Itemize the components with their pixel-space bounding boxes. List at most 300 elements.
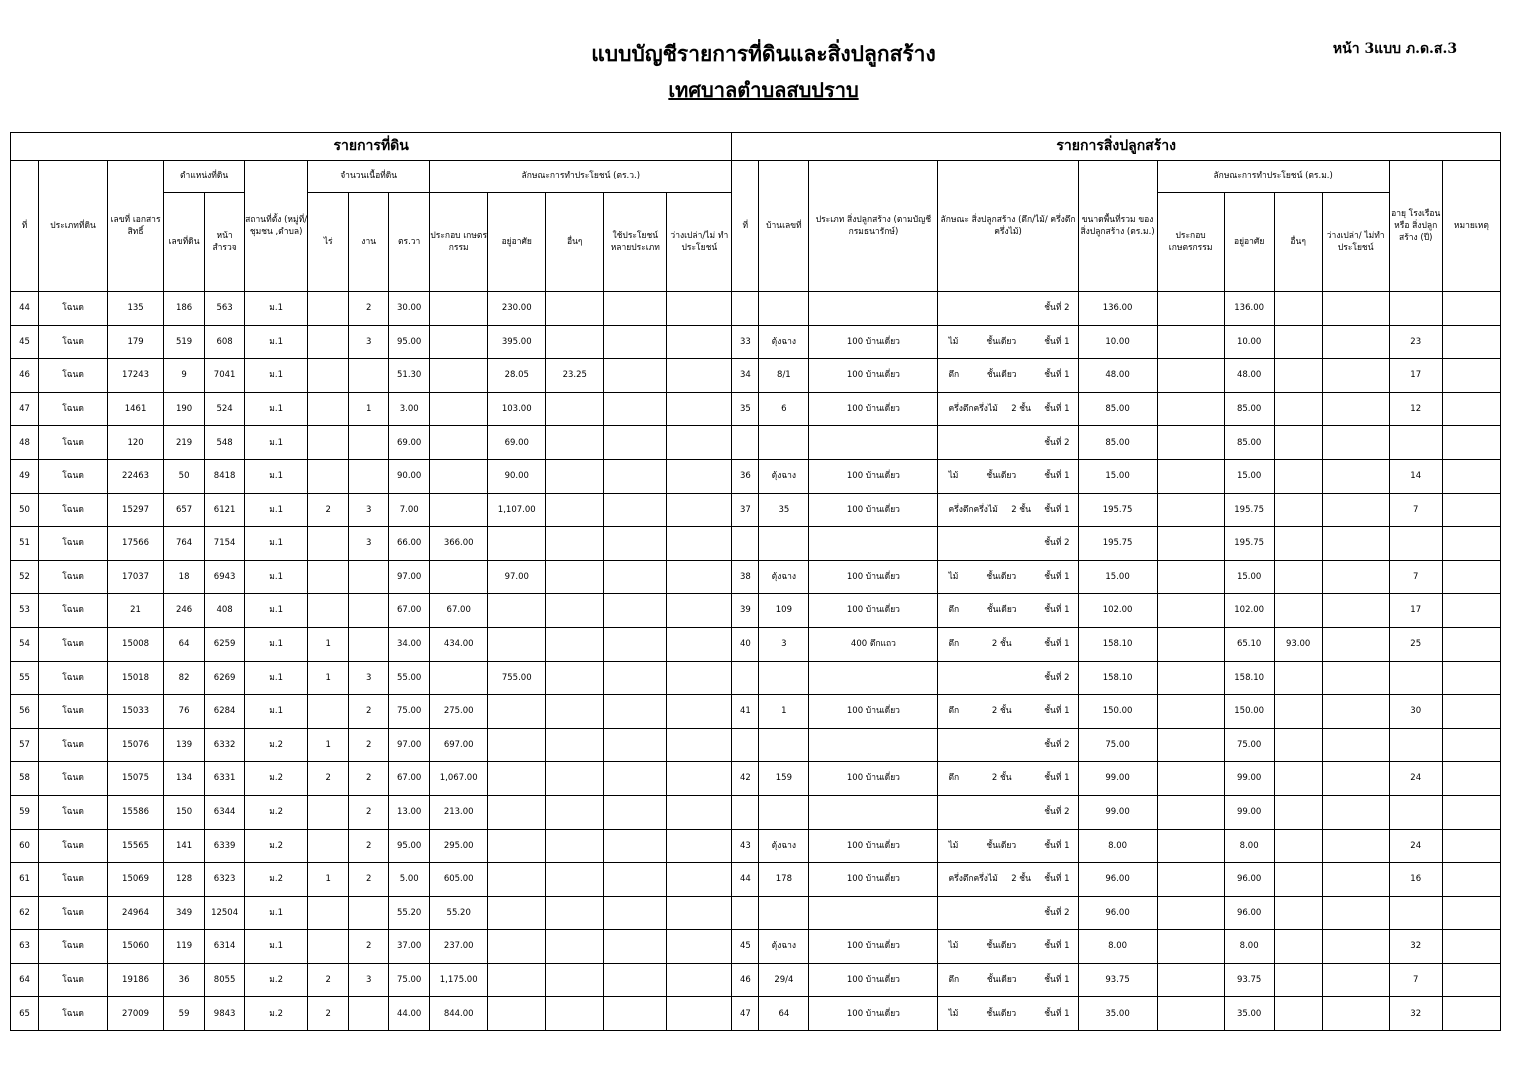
material: ตึก [948,975,960,986]
table-row [11,627,1501,661]
building-vacant-area-cell [1322,728,1389,762]
survey-page-cell: 7041 [205,359,245,393]
building-character-cell [938,728,1078,762]
deed-no-cell: 15586 [108,795,164,829]
table-row [11,392,1501,426]
sq-wa-cell: 75.00 [389,963,430,997]
floor-level: ชั้นที่ 1 [1044,840,1070,851]
building-type-cell: 100 บ้านเดี่ยว [809,493,938,527]
building-character-cell [938,896,1078,930]
building-agri-area-cell [1157,829,1224,863]
sq-wa-cell: 44.00 [389,997,430,1031]
table-row [11,292,1501,326]
building-area-cell: 48.00 [1078,359,1157,393]
material: ไม้ [948,571,959,582]
building-character-cell [938,527,1078,561]
parcel-no-cell: 50 [164,459,205,493]
building-type-cell: 100 บ้านเดี่ยว [809,560,938,594]
deed-no-cell: 15075 [108,762,164,796]
residential-area-cell [488,963,546,997]
building-character-cell [938,829,1078,863]
building-type-cell: 100 บ้านเดี่ยว [809,829,938,863]
building-area-cell: 85.00 [1078,392,1157,426]
building-agri-area-cell [1157,292,1224,326]
row-number-cell: 52 [11,560,39,594]
address-cell: ม.1 [245,627,308,661]
other-area-cell [546,493,604,527]
address-cell: ม.1 [245,426,308,460]
floor-level: ชั้นที่ 2 [1044,538,1070,549]
building-other-area-cell [1274,997,1322,1031]
building-residential-area-cell: 195.75 [1224,493,1274,527]
mixed-use-area-cell [604,795,667,829]
land-type-cell: โฉนด [39,527,108,561]
building-no-cell: 46 [732,963,759,997]
parcel-no-cell: 139 [164,728,205,762]
table-row [11,795,1501,829]
ngan-cell [349,997,389,1031]
remark-cell [1442,459,1500,493]
building-section-header: รายการสิ่งปลูกสร้าง [732,133,1501,161]
address-cell: ม.1 [245,896,308,930]
remark-cell [1442,493,1500,527]
building-area-cell: 96.00 [1078,863,1157,897]
residential-area-cell: 90.00 [488,459,546,493]
parcel-no-cell: 128 [164,863,205,897]
residential-area-cell [488,795,546,829]
floor-level: ชั้นที่ 1 [1044,975,1070,986]
row-number-cell: 65 [11,997,39,1031]
land-type-cell: โฉนด [39,594,108,628]
vacant-area-cell [667,560,732,594]
residential-area-cell [488,627,546,661]
building-residential-area-cell: 85.00 [1224,426,1274,460]
remark-cell [1442,829,1500,863]
building-character-cell [938,325,1078,359]
building-age-cell [1389,292,1442,326]
building-vacant-area-cell [1322,493,1389,527]
vacant-area-cell [667,695,732,729]
address-cell: ม.1 [245,392,308,426]
other-area-cell: 23.25 [546,359,604,393]
building-agri-area-cell [1157,594,1224,628]
sq-wa-cell: 90.00 [389,459,430,493]
remark-cell [1442,594,1500,628]
land-type-cell: โฉนด [39,795,108,829]
building-residential-area-cell: 65.10 [1224,627,1274,661]
building-character-group [938,537,1077,549]
building-age-cell: 30 [1389,695,1442,729]
agri-area-cell: 1,067.00 [430,762,488,796]
land-type-cell: โฉนด [39,829,108,863]
building-character-cell [938,762,1078,796]
remark-cell [1442,292,1500,326]
building-character-group [938,772,1077,784]
building-other-area-cell [1274,392,1322,426]
address-cell: ม.1 [245,325,308,359]
residential-area-cell [488,728,546,762]
col-deed-no: เลขที่ เอกสารสิทธิ์ [108,161,164,292]
sq-wa-cell: 95.00 [389,829,430,863]
rai-cell: 2 [308,963,349,997]
building-age-cell: 17 [1389,594,1442,628]
other-area-cell [546,392,604,426]
building-agri-area-cell [1157,627,1224,661]
sq-wa-cell: 55.00 [389,661,430,695]
parcel-no-cell: 657 [164,493,205,527]
agri-area-cell [430,459,488,493]
survey-page-cell: 12504 [205,896,245,930]
building-area-cell: 102.00 [1078,594,1157,628]
building-residential-area-cell: 15.00 [1224,459,1274,493]
parcel-no-cell: 141 [164,829,205,863]
building-agri-area-cell [1157,728,1224,762]
building-character-cell [938,661,1078,695]
building-age-cell: 24 [1389,829,1442,863]
building-area-cell: 195.75 [1078,527,1157,561]
survey-page-cell: 548 [205,426,245,460]
row-number-cell: 60 [11,829,39,863]
vacant-area-cell [667,493,732,527]
building-no-cell [732,795,759,829]
material: ไม้ [948,1008,959,1019]
building-agri-area-cell [1157,459,1224,493]
mixed-use-area-cell [604,359,667,393]
building-other-area-cell [1274,728,1322,762]
survey-page-cell: 6332 [205,728,245,762]
survey-page-cell: 8055 [205,963,245,997]
building-type-cell: 100 บ้านเดี่ยว [809,392,938,426]
building-vacant-area-cell [1322,560,1389,594]
residential-area-cell: 230.00 [488,292,546,326]
mixed-use-area-cell [604,325,667,359]
parcel-no-cell: 9 [164,359,205,393]
building-residential-area-cell: 85.00 [1224,392,1274,426]
building-area-cell: 35.00 [1078,997,1157,1031]
address-cell: ม.1 [245,493,308,527]
col-no: ที่ [11,161,39,292]
remark-cell [1442,930,1500,964]
floor-level: ชั้นที่ 1 [1044,571,1070,582]
building-area-cell: 195.75 [1078,493,1157,527]
ngan-cell: 2 [349,863,389,897]
vacant-area-cell [667,527,732,561]
building-residential-area-cell: 48.00 [1224,359,1274,393]
parcel-no-cell: 59 [164,997,205,1031]
floor-level: ชั้นที่ 1 [1044,639,1070,650]
sq-wa-cell: 55.20 [389,896,430,930]
parcel-no-cell: 18 [164,560,205,594]
residential-area-cell: 69.00 [488,426,546,460]
address-cell: ม.1 [245,695,308,729]
table-row [11,661,1501,695]
material: ตึก [948,639,960,650]
other-area-cell [546,292,604,326]
floor-level: ชั้นที่ 2 [1044,907,1070,918]
sq-wa-cell: 5.00 [389,863,430,897]
building-character-group [938,974,1077,986]
residential-area-cell [488,863,546,897]
residential-area-cell: 395.00 [488,325,546,359]
survey-page-cell: 6331 [205,762,245,796]
building-type-cell: 100 บ้านเดี่ยว [809,695,938,729]
row-number-cell: 57 [11,728,39,762]
building-area-cell: 85.00 [1078,426,1157,460]
table-row [11,728,1501,762]
deed-no-cell: 15033 [108,695,164,729]
building-other-area-cell [1274,896,1322,930]
mixed-use-area-cell [604,560,667,594]
agri-area-cell [430,292,488,326]
building-no-cell: 42 [732,762,759,796]
building-other-area-cell [1274,292,1322,326]
agri-area-cell [430,661,488,695]
sq-wa-cell: 97.00 [389,560,430,594]
building-character-cell [938,795,1078,829]
building-residential-area-cell: 150.00 [1224,695,1274,729]
building-no-cell [732,527,759,561]
row-number-cell: 51 [11,527,39,561]
row-number-cell: 54 [11,627,39,661]
building-area-cell: 15.00 [1078,560,1157,594]
land-type-cell: โฉนด [39,560,108,594]
building-agri-area-cell [1157,426,1224,460]
deed-no-cell: 15008 [108,627,164,661]
floor-level: ชั้นที่ 1 [1044,403,1070,414]
building-agri-area-cell [1157,695,1224,729]
land-type-cell: โฉนด [39,762,108,796]
survey-page-cell: 6284 [205,695,245,729]
building-no-cell: 35 [732,392,759,426]
rai-cell [308,292,349,326]
building-vacant-area-cell [1322,795,1389,829]
ngan-cell: 2 [349,695,389,729]
floor-count: 2 ชั้น [1011,504,1031,515]
address-cell: ม.1 [245,359,308,393]
floor-level: ชั้นที่ 1 [1044,941,1070,952]
row-number-cell: 55 [11,661,39,695]
agri-area-cell: 434.00 [430,627,488,661]
building-age-cell: 7 [1389,560,1442,594]
sq-wa-cell: 67.00 [389,594,430,628]
land-type-cell: โฉนด [39,728,108,762]
building-residential-area-cell: 93.75 [1224,963,1274,997]
survey-page-cell: 6339 [205,829,245,863]
building-area-cell: 75.00 [1078,728,1157,762]
house-no-cell: 109 [759,594,809,628]
remark-cell [1442,963,1500,997]
remark-cell [1442,627,1500,661]
residential-area-cell: 28.05 [488,359,546,393]
col-rai: ไร่ [308,193,349,292]
building-age-cell: 32 [1389,930,1442,964]
house-no-cell [759,426,809,460]
ngan-cell: 1 [349,392,389,426]
row-number-cell: 47 [11,392,39,426]
col-residential: อยู่อาศัย [488,193,546,292]
floor-count: ชั้นเดียว [986,1008,1017,1019]
other-area-cell [546,560,604,594]
building-area-cell: 8.00 [1078,930,1157,964]
building-residential-area-cell: 99.00 [1224,795,1274,829]
building-vacant-area-cell [1322,359,1389,393]
other-area-cell [546,930,604,964]
parcel-no-cell: 246 [164,594,205,628]
building-residential-area-cell: 195.75 [1224,527,1274,561]
address-cell: ม.2 [245,795,308,829]
rai-cell [308,359,349,393]
rai-cell: 2 [308,493,349,527]
building-vacant-area-cell [1322,695,1389,729]
building-area-cell: 150.00 [1078,695,1157,729]
survey-page-cell: 563 [205,292,245,326]
floor-count: ชั้นเดียว [986,605,1017,616]
mixed-use-area-cell [604,695,667,729]
land-type-cell: โฉนด [39,896,108,930]
parcel-no-cell: 186 [164,292,205,326]
ngan-cell: 2 [349,829,389,863]
building-no-cell [732,661,759,695]
building-area-cell: 10.00 [1078,325,1157,359]
rai-cell [308,594,349,628]
building-vacant-area-cell [1322,963,1389,997]
agri-area-cell [430,426,488,460]
deed-no-cell: 179 [108,325,164,359]
building-other-area-cell: 93.00 [1274,627,1322,661]
row-number-cell: 45 [11,325,39,359]
address-cell: ม.2 [245,829,308,863]
building-type-cell: 100 บ้านเดี่ยว [809,325,938,359]
building-character-group [938,672,1077,684]
floor-count: 2 ชั้น [991,706,1012,717]
building-vacant-area-cell [1322,863,1389,897]
agri-area-cell: 55.20 [430,896,488,930]
row-number-cell: 64 [11,963,39,997]
floor-level: ชั้นที่ 1 [1044,370,1070,381]
other-area-cell [546,963,604,997]
residential-area-cell [488,829,546,863]
address-cell: ม.1 [245,527,308,561]
building-no-cell: 37 [732,493,759,527]
survey-page-cell: 6121 [205,493,245,527]
house-no-cell [759,728,809,762]
material: ตึก [948,706,960,717]
col-address: สถานที่ตั้ง (หมู่ที่/ชุมชน ,ตำบล) [245,161,308,292]
other-area-cell [546,459,604,493]
other-area-cell [546,426,604,460]
building-no-cell [732,728,759,762]
building-agri-area-cell [1157,896,1224,930]
floor-level: ชั้นที่ 2 [1044,303,1070,314]
building-vacant-area-cell [1322,426,1389,460]
col-building-use-group: ลักษณะการทำประโยชน์ (ตร.ม.) [1157,161,1389,193]
address-cell: ม.1 [245,292,308,326]
building-character-group [938,940,1077,952]
building-age-cell: 7 [1389,493,1442,527]
parcel-no-cell: 219 [164,426,205,460]
house-no-cell [759,661,809,695]
building-no-cell: 45 [732,930,759,964]
building-age-cell [1389,795,1442,829]
survey-page-cell: 6259 [205,627,245,661]
building-agri-area-cell [1157,930,1224,964]
col-building-agri: ประกอบ เกษตรกรรม [1157,193,1224,292]
sq-wa-cell: 3.00 [389,392,430,426]
floor-count: 2 ชั้น [1011,874,1031,885]
remark-cell [1442,728,1500,762]
col-area-group: จำนวนเนื้อที่ดิน [308,161,430,193]
remark-cell [1442,359,1500,393]
building-character-group [938,907,1077,919]
ngan-cell [349,896,389,930]
ngan-cell: 3 [349,661,389,695]
residential-area-cell [488,997,546,1031]
floor-level: ชั้นที่ 1 [1044,706,1070,717]
building-age-cell: 17 [1389,359,1442,393]
building-character-group [938,504,1077,516]
agri-area-cell: 366.00 [430,527,488,561]
building-character-group [938,840,1077,852]
building-age-cell: 7 [1389,963,1442,997]
floor-level: ชั้นที่ 1 [1044,504,1070,515]
building-character-group [938,806,1077,818]
material: ครึ่งตึกครึ่งไม้ [948,403,998,414]
row-number-cell: 59 [11,795,39,829]
residential-area-cell [488,762,546,796]
building-other-area-cell [1274,325,1322,359]
floor-count: ชั้นเดียว [986,975,1017,986]
parcel-no-cell: 150 [164,795,205,829]
vacant-area-cell [667,359,732,393]
deed-no-cell: 15018 [108,661,164,695]
house-no-cell [759,292,809,326]
floor-level: ชั้นที่ 1 [1044,605,1070,616]
other-area-cell [546,728,604,762]
building-agri-area-cell [1157,560,1224,594]
building-residential-area-cell: 96.00 [1224,863,1274,897]
building-other-area-cell [1274,426,1322,460]
land-type-cell: โฉนด [39,930,108,964]
survey-page-cell: 6269 [205,661,245,695]
rai-cell [308,560,349,594]
building-area-cell: 8.00 [1078,829,1157,863]
mixed-use-area-cell [604,762,667,796]
building-character-group [938,437,1077,449]
agri-area-cell: 605.00 [430,863,488,897]
mixed-use-area-cell [604,661,667,695]
deed-no-cell: 17243 [108,359,164,393]
parcel-no-cell: 134 [164,762,205,796]
rai-cell [308,325,349,359]
survey-page-cell: 6323 [205,863,245,897]
address-cell: ม.1 [245,560,308,594]
sq-wa-cell: 69.00 [389,426,430,460]
other-area-cell [546,594,604,628]
building-other-area-cell [1274,560,1322,594]
material: ตึก [948,605,960,616]
building-vacant-area-cell [1322,997,1389,1031]
col-vacant: ว่างเปล่า/ไม่ ทำประโยชน์ [667,193,732,292]
agri-area-cell [430,392,488,426]
building-type-cell: 100 บ้านเดี่ยว [809,459,938,493]
house-no-cell: ตุ้งฉาง [759,560,809,594]
remark-cell [1442,527,1500,561]
rai-cell [308,829,349,863]
land-type-cell: โฉนด [39,661,108,695]
ngan-cell: 3 [349,325,389,359]
survey-page-cell: 608 [205,325,245,359]
address-cell: ม.1 [245,594,308,628]
